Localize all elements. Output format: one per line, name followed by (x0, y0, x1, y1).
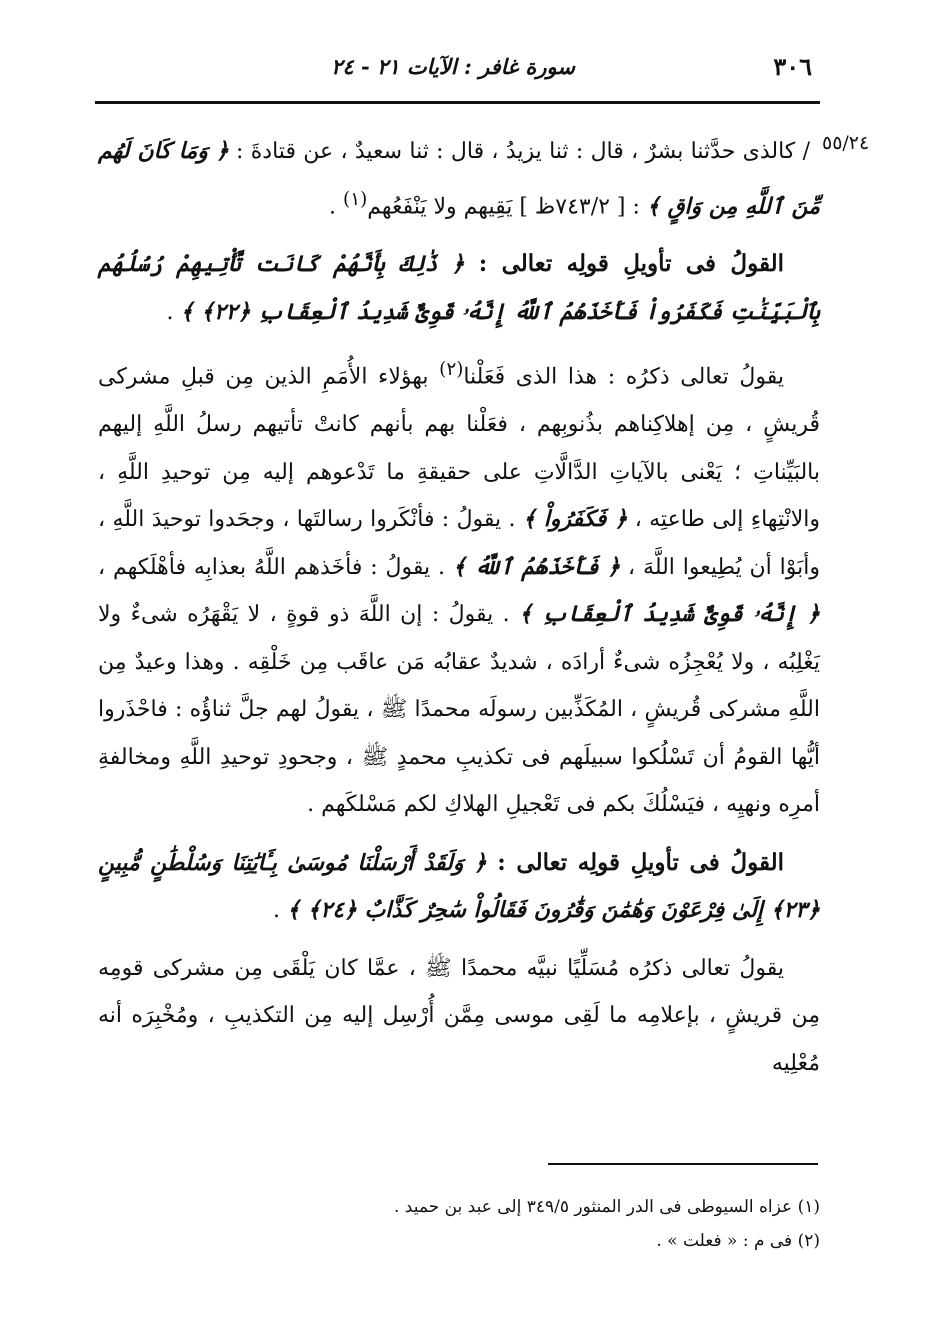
heading-2-title: القولُ فى تأويلِ قولِه تعالى : (486, 848, 784, 876)
footnotes (98, 1190, 820, 1258)
p1-text-3: . (329, 193, 344, 219)
page-header (95, 46, 820, 100)
p1-text-2: : [ ٧٤٣/٢ظ ] يَقِيهم ولا يَنْفَعُهم (367, 193, 647, 219)
heading-1-tail: . (166, 299, 181, 325)
heading-1-verse: ﴿ ذَٰلِكَ بِأَنَّهُمْ كَانَت تَّأْتِيهِمْ رُسُلُهُم بِٱلْبَيِّنَٰتِ فَكَفَرُواْ فَأَخَذَهُمُ ٱللَّهُ إِنَّهُۥ قَوِىٌّ شَدِيدُ ٱلْعِقَابِ ﴿٢٢﴾ ﴾ (98, 251, 820, 325)
paragraph-2 (98, 346, 820, 828)
footnote-2: (٢) فى م : « فعلت » . (656, 1231, 820, 1251)
quran-quote-2: ﴿ فَكَفَرُواْ ﴾ (522, 506, 628, 533)
paragraph-1 (98, 128, 820, 230)
heading-1-title: القولُ فى تأويلِ قولِه تعالى : (464, 250, 785, 278)
p2-text-1: يقولُ تعالى ذكرُه : هذا الذى فَعَلْنا (463, 364, 784, 390)
section-heading-2 (98, 839, 820, 935)
running-head: سورة غافر : الآيات ٢١ - ٢٤ (331, 54, 575, 79)
p2-text-5: . يقولُ : إن اللَّهَ ذو قوةٍ ، لا يَقْهَرُه شىءٌ ولا يَغْلِبُه ، ولا يُعْجِزُه شىءٌ أرادَه ، شديدٌ عقابُه مَن عاقَب مِن خَلْقِه . وهذا وعيدٌ مِن اللَّهِ مشركى قُريشٍ ، المُكَذِّبين رسولَه محمدًا ﷺ ، يقولُ لهم جلَّ ثناؤُه : فاحْذَروا أيُّها القومُ أن تَسْلُكوا سبيلَهم فى تكذيبِ محمدٍ ﷺ ، وجحودِ توحيدِ اللَّهِ ومخالفةِ أمرِه ونهيِه ، فيَسْلُكَ بكم فى تَعْجيلِ الهلاكِ لكم مَسْلكَهم . (98, 602, 820, 818)
main-text (98, 128, 820, 1087)
footnote-mark-2: (٢) (439, 359, 464, 381)
page-number: ٣٠٦ (773, 52, 812, 81)
p2-text-4: . يقولُ : فأخَذهم اللَّهُ بعذابِه فأهْلَكهم ، (98, 554, 453, 580)
quran-quote-1: ﴿ وَمَا كَانَ لَهُم مِّنَ ٱللَّهِ مِن وَاقٍ ﴾ (98, 138, 820, 219)
footnote-rule (548, 1163, 818, 1165)
paragraph-3: يقولُ تعالى ذكرُه مُسَلِّيًا نبيَّه محمدًا ﷺ ، عمَّا كان يَلْقَى مِن مشركى قومِه مِن قريشٍ ، بإعلامِه ما لَقِى موسى مِمَّن أُرْسِل إليه مِن التكذيبِ ، ومُخْبِرَه أنه مُعْلِيه (98, 955, 820, 1076)
section-heading-1 (98, 240, 820, 336)
footnote-mark-1: (١) (343, 188, 368, 210)
footnote-1: (١) عزاه السيوطى فى الدر المنثور ٣٤٩/٥ إلى عبد بن حميد . (393, 1197, 820, 1217)
margin-reference: ٥٥/٢٤ (822, 132, 870, 154)
p1-text-1: / كالذى حدَّثنا بشرٌ ، قال : ثنا يزيدُ ، قال : ثنا سعيدٌ ، عن قتادةَ : (228, 139, 810, 164)
quran-quote-3: ﴿ فَأَخَذَهُمُ ٱللَّهُ ﴾ (452, 553, 621, 580)
p2-text-3: . يقولُ : فأنْكَروا رسالتَها ، وجحَدوا توحيدَ اللَّهِ ، وأبَوْا أن يُطِيعوا اللَّهَ ، (98, 507, 820, 580)
heading-2-tail: . (272, 898, 287, 924)
heading-2-verse: ﴿ وَلَقَدْ أَرْسَلْنَا مُوسَىٰ بِـَٔايَٰتِنَا وَسُلْطَٰنٍ مُّبِينٍ ﴿٢٣﴾ إِلَىٰ فِرْعَوْنَ وَهَٰمَٰنَ وَقَٰرُونَ فَقَالُواْ سَٰحِرٌ كَذَّابٌ ﴿٢٤﴾ ﴾ (98, 849, 820, 924)
quran-quote-4: ﴿ إِنَّهُۥ قَوِىٌّ شَدِيدُ ٱلْعِقَابِ ﴾ (519, 601, 820, 628)
header-rule (95, 101, 820, 104)
p2-text-2: بهؤلاء الأُمَمِ الذين مِن قبلِ مشركى قُريشٍ ، مِن إهلاكِناهم بذُنوبِهم ، فعَلْنا بهم بأنهم كانتْ تأتيهم رسلُ اللَّهِ إليهم بالبَيِّناتِ ؛ يَعْنى بالآياتِ الدَّالَّاتِ على حقيقةِ ما تَدْعوهم إليه مِن توحيدِ اللَّهِ ، والانْتِهاءِ إلى طاعتِه ، (98, 364, 820, 533)
